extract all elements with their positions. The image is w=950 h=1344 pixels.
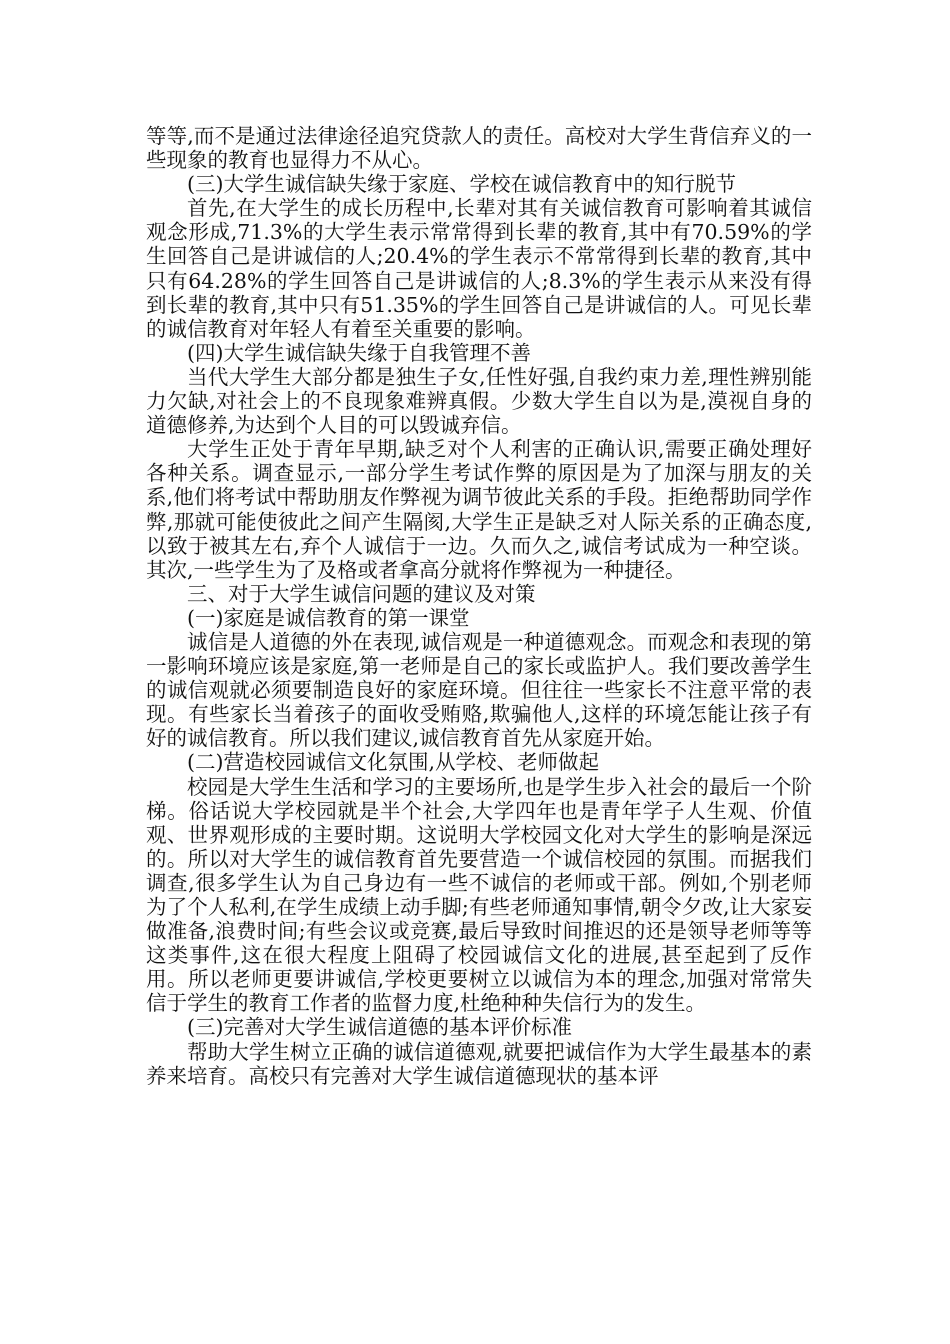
- subheading-3: (三)完善对大学生诚信道德的基本评价标准: [187, 1015, 572, 1040]
- section-heading-3: (三)大学生诚信缺失缘于家庭、学校在诚信教育中的知行脱节: [187, 172, 736, 197]
- paragraph-6: 校园是大学生生活和学习的主要场所,也是学生步入社会的最后一个阶梯。俗话说大学校园就是半个社会,大学四年也是青年学子人生观、价值观、世界观形成的主要时期。这说明大学校园文化对大学生的影响是深远的。所以对大学生的诚信教育首先要营造一个诚信校园的氛围。而据我们调查,很多学生认为自己身边有一些不诚信的老师或干部。例如,个别老师为了个人私利,在学生成绩上动手脚;有些老师通知事情,朝令夕改,让大家妄做准备,浪费时间;有些会议或竞赛,最后导致时间推迟的还是领导老师等等这类事件,这在很大程度上阻碍了校园诚信文化的进展,甚至起到了反作用。所以老师更要讲诚信,学校更要树立以诚信为本的理念,加强对常常失信于学生的教育工作者的监督力度,杜绝种种失信行为的发生。: [146, 774, 812, 1016]
- paragraph-3: 当代大学生大部分都是独生子女,任性好强,自我约束力差,理性辨别能力欠缺,对社会上的不良现象难辨真假。少数大学生自以为是,漠视自身的道德修养,为达到个人目的可以毁诚弃信。: [146, 364, 812, 438]
- subheading-1: (一)家庭是诚信教育的第一课堂: [187, 605, 470, 630]
- paragraph-4: 大学生正处于青年早期,缺乏对个人利害的正确认识,需要正确处理好各种关系。调查显示,一部分学生考试作弊的原因是为了加深与朋友的关系,他们将考试中帮助朋友作弊视为调节彼此关系的手段。拒绝帮助同学作弊,那就可能使彼此之间产生隔阂,大学生正是缺乏对人际关系的正确态度,以致于被其左右,弃个人诚信于一边。久而久之,诚信考试成为一种空谈。其次,一些学生为了及格或者拿高分就将作弊视为一种捷径。: [146, 437, 812, 582]
- paragraph-2: 首先,在大学生的成长历程中,长辈对其有关诚信教育可影响着其诚信观念形成,71.3%的大学生表示常常得到长辈的教育,其中有70.59%的学生回答自己是讲诚信的人;20.4%的学生表示不常常得到长辈的教育,其中只有64.28%的学生回答自己是讲诚信的人;8.3%的学生表示从来没有得到长辈的教育,其中只有51.35%的学生回答自己是讲诚信的人。可见长辈的诚信教育对年轻人有着至关重要的影响。: [146, 196, 812, 341]
- paragraph-7: 帮助大学生树立正确的诚信道德观,就要把诚信作为大学生最基本的素养来培育。高校只有完善对大学生诚信道德现状的基本评: [146, 1039, 812, 1088]
- paragraph-5: 诚信是人道德的外在表现,诚信观是一种道德观念。而观念和表现的第一影响环境应该是家庭,第一老师是自己的家长或监护人。我们要改善学生的诚信观就必须要制造良好的家庭环境。但往往一些家长不注意平常的表现。有些家长当着孩子的面收受贿赂,欺骗他人,这样的环境怎能让孩子有好的诚信教育。所以我们建议,诚信教育首先从家庭开始。: [146, 629, 812, 751]
- paragraph-1: 等等,而不是通过法律途径追究贷款人的责任。高校对大学生背信弃义的一些现象的教育也显得力不从心。: [146, 124, 812, 173]
- subheading-2: (二)营造校园诚信文化氛围,从学校、老师做起: [187, 750, 600, 775]
- document-body: [146, 124, 812, 1088]
- section-heading-4: (四)大学生诚信缺失缘于自我管理不善: [187, 340, 531, 365]
- chapter-heading-3: 三、对于大学生诚信问题的建议及对策: [187, 581, 536, 606]
